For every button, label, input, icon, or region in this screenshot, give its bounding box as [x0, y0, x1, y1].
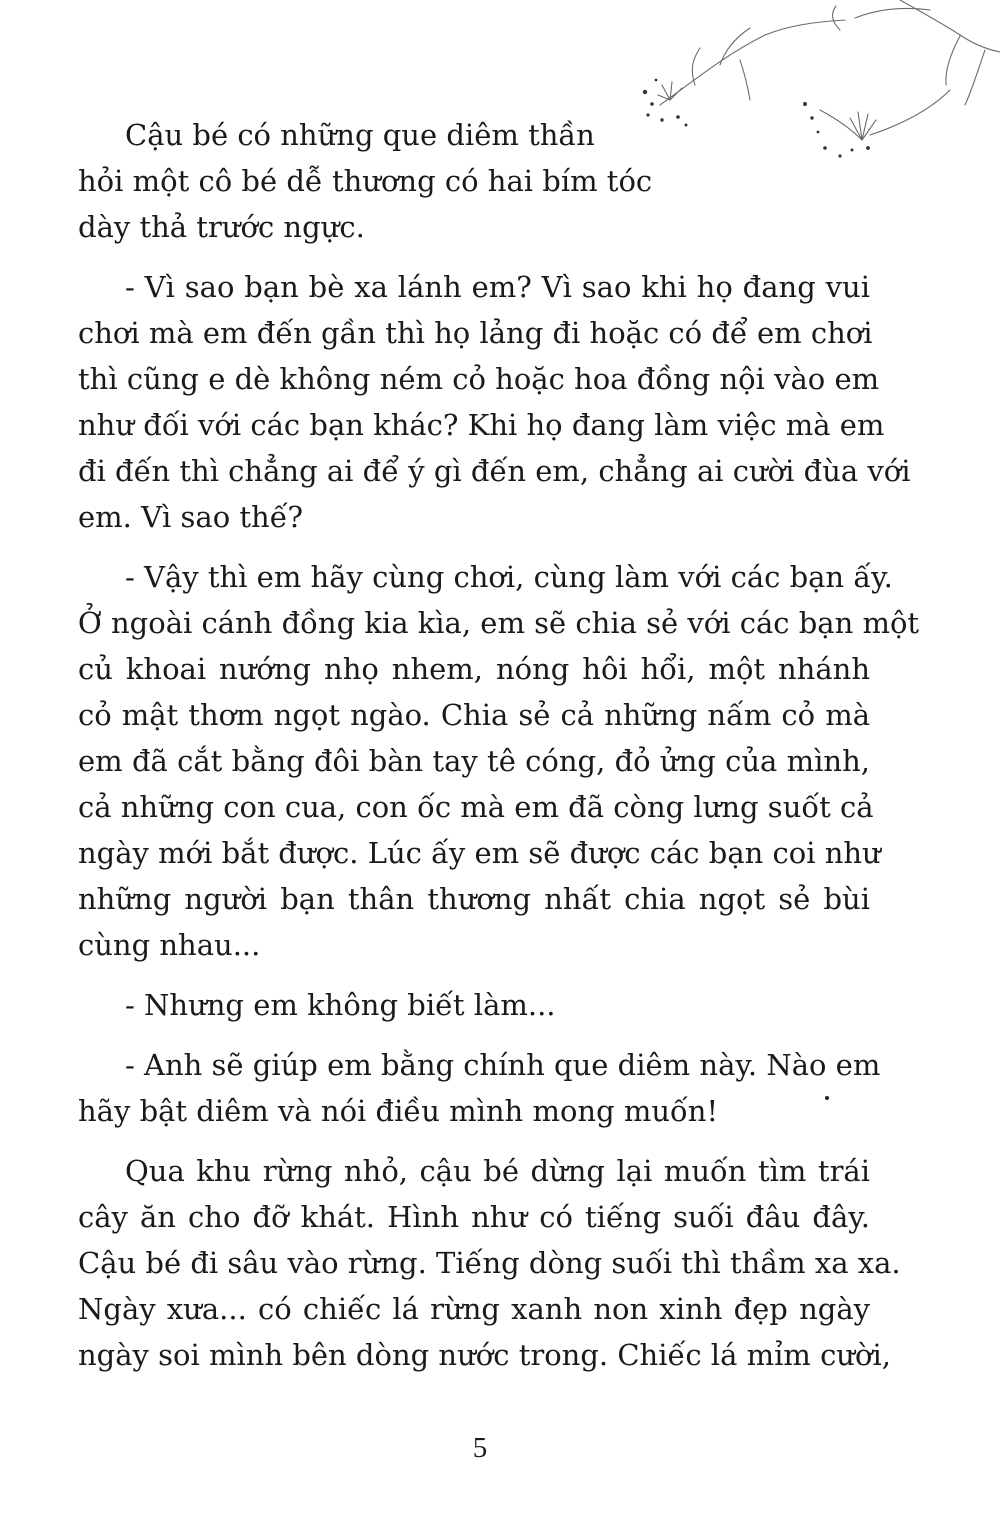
- text-line: củ khoai nướng nhọ nhem, nóng hôi hổi, một nhánh: [78, 652, 870, 686]
- page-number: 5: [472, 1432, 488, 1464]
- text-line: những người bạn thân thương nhất chia ngọt sẻ bùi: [78, 882, 870, 916]
- text-line: cây ăn cho đỡ khát. Hình như có tiếng suối đâu đây.: [78, 1200, 870, 1234]
- paragraph-6: [78, 1148, 901, 1378]
- text-line: thì cũng e dè không ném cỏ hoặc hoa đồng nội vào em: [78, 362, 880, 396]
- paragraph-5: [78, 1042, 881, 1134]
- text-line: đi đến thì chẳng ai để ý gì đến em, chẳng ai cười đùa với: [78, 454, 911, 488]
- text-line: ngày mới bắt được. Lúc ấy em sẽ được các bạn coi như: [78, 836, 881, 870]
- text-line: Ở ngoài cánh đồng kia kìa, em sẽ chia sẻ với các bạn một: [78, 606, 920, 640]
- text-line: cùng nhau...: [78, 928, 261, 962]
- ink-speck: [825, 1096, 829, 1100]
- paragraph-4: [78, 982, 870, 1028]
- text-line: Ngày xưa... có chiếc lá rừng xanh non xinh đẹp ngày: [78, 1292, 870, 1326]
- body-text: [78, 112, 920, 1392]
- text-line: dày thả trước ngực.: [78, 210, 365, 244]
- text-line: - Anh sẽ giúp em bằng chính que diêm này. Nào em: [125, 1048, 881, 1082]
- text-line: hỏi một cô bé dễ thương có hai bím tóc: [78, 164, 653, 198]
- text-line: cả những con cua, con ốc mà em đã còng lưng suốt cả: [78, 790, 874, 824]
- text-line: Qua khu rừng nhỏ, cậu bé dừng lại muốn tìm trái: [125, 1154, 870, 1188]
- text-line: em. Vì sao thế?: [78, 500, 304, 534]
- text-line: chơi mà em đến gần thì họ lảng đi hoặc có để em chơi: [78, 316, 873, 350]
- paragraph-2: [78, 264, 911, 540]
- text-line: - Vậy thì em hãy cùng chơi, cùng làm với các bạn ấy.: [125, 560, 893, 594]
- text-line: - Nhưng em không biết làm...: [125, 988, 556, 1022]
- text-line: - Vì sao bạn bè xa lánh em? Vì sao khi họ đang vui: [125, 270, 870, 304]
- text-line: em đã cắt bằng đôi bàn tay tê cóng, đỏ ửng của mình,: [78, 744, 870, 778]
- paragraph-1: [78, 112, 870, 250]
- text-line: Cậu bé đi sâu vào rừng. Tiếng dòng suối thì thầm xa xa.: [78, 1246, 901, 1280]
- text-line: cỏ mật thơm ngọt ngào. Chia sẻ cả những nấm cỏ mà: [78, 698, 870, 732]
- text-line: Cậu bé có những que diêm thần: [125, 118, 595, 152]
- text-line: hãy bật diêm và nói điều mình mong muốn!: [78, 1094, 719, 1128]
- paragraph-3: [78, 554, 920, 968]
- text-line: như đối với các bạn khác? Khi họ đang làm việc mà em: [78, 408, 885, 442]
- text-line: ngày soi mình bên dòng nước trong. Chiếc lá mỉm cười,: [78, 1338, 891, 1372]
